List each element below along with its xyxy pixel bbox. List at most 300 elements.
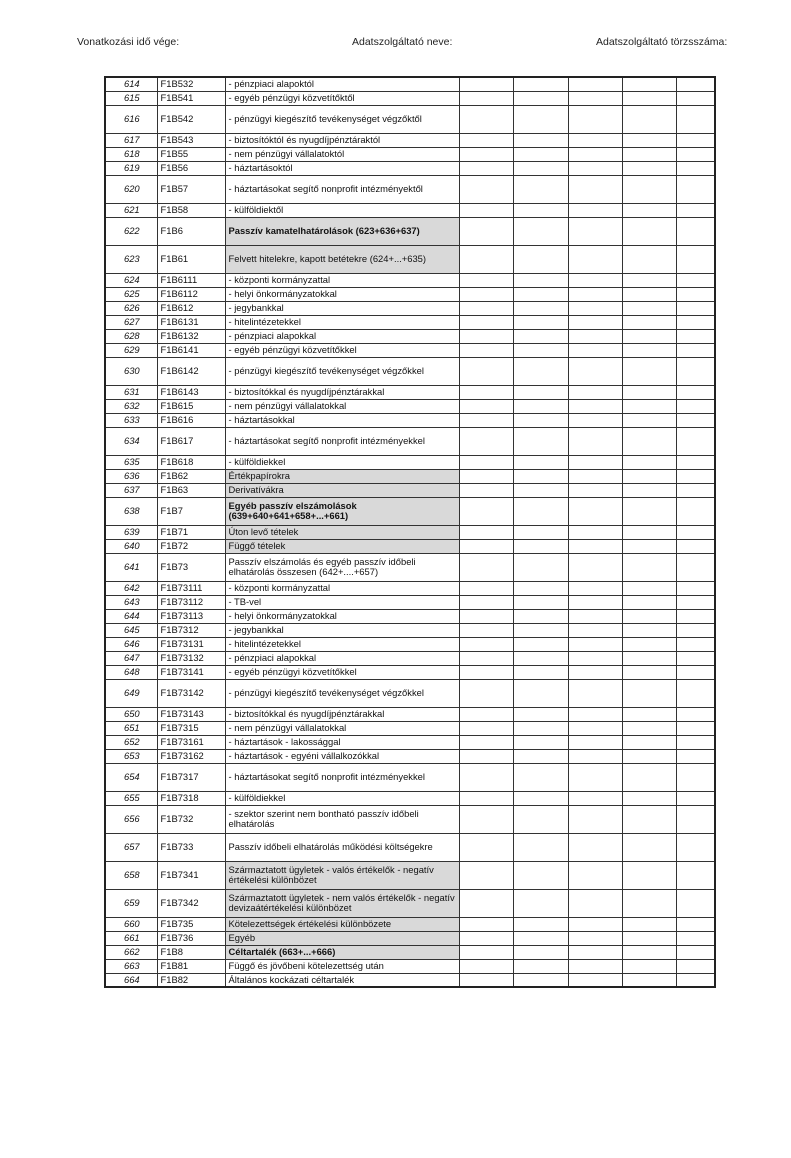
value-cell — [676, 413, 715, 427]
value-cell — [622, 651, 676, 665]
value-cell — [676, 749, 715, 763]
value-cell — [459, 861, 513, 889]
value-cell — [459, 427, 513, 455]
row-code-cell: F1B6143 — [157, 385, 225, 399]
row-code-cell: F1B543 — [157, 133, 225, 147]
value-cell — [622, 329, 676, 343]
value-cell — [676, 889, 715, 917]
row-number-cell: 652 — [105, 735, 157, 749]
value-cell — [622, 805, 676, 833]
value-cell — [676, 637, 715, 651]
row-number-cell: 622 — [105, 217, 157, 245]
value-cell — [622, 203, 676, 217]
value-cell — [622, 917, 676, 931]
value-cell — [459, 245, 513, 273]
value-cell — [568, 623, 622, 637]
value-cell — [676, 245, 715, 273]
value-cell — [459, 175, 513, 203]
value-cell — [568, 413, 622, 427]
table-row — [105, 651, 715, 665]
table-row — [105, 763, 715, 791]
row-code-cell: F1B72 — [157, 539, 225, 553]
value-cell — [568, 287, 622, 301]
row-number-cell: 640 — [105, 539, 157, 553]
row-code-cell: F1B612 — [157, 301, 225, 315]
value-cell — [568, 399, 622, 413]
row-number-cell: 624 — [105, 273, 157, 287]
row-description-cell: - hitelintézetekkel — [225, 315, 459, 329]
row-code-cell: F1B532 — [157, 77, 225, 91]
row-number-cell: 621 — [105, 203, 157, 217]
value-cell — [568, 945, 622, 959]
row-number-cell: 638 — [105, 497, 157, 525]
value-cell — [568, 833, 622, 861]
value-cell — [622, 301, 676, 315]
value-cell — [622, 427, 676, 455]
value-cell — [513, 343, 568, 357]
value-cell — [676, 217, 715, 245]
value-cell — [568, 497, 622, 525]
row-description-cell: - háztartások - egyéni vállalkozókkal — [225, 749, 459, 763]
value-cell — [513, 637, 568, 651]
row-number-cell: 633 — [105, 413, 157, 427]
value-cell — [676, 455, 715, 469]
value-cell — [513, 721, 568, 735]
value-cell — [459, 357, 513, 385]
table-row — [105, 973, 715, 987]
value-cell — [568, 245, 622, 273]
value-cell — [676, 917, 715, 931]
value-cell — [513, 91, 568, 105]
value-cell — [568, 609, 622, 623]
value-cell — [568, 595, 622, 609]
row-number-cell: 641 — [105, 553, 157, 581]
row-code-cell: F1B615 — [157, 399, 225, 413]
table-row — [105, 273, 715, 287]
row-number-cell: 642 — [105, 581, 157, 595]
row-code-cell: F1B73141 — [157, 665, 225, 679]
data-table — [104, 76, 716, 988]
row-description-cell: Értékpapírokra — [225, 469, 459, 483]
table-row — [105, 399, 715, 413]
table-row — [105, 735, 715, 749]
value-cell — [622, 245, 676, 273]
value-cell — [676, 959, 715, 973]
value-cell — [568, 105, 622, 133]
value-cell — [459, 581, 513, 595]
table-row — [105, 147, 715, 161]
value-cell — [622, 385, 676, 399]
row-description-cell: Általános kockázati céltartalék — [225, 973, 459, 987]
value-cell — [568, 665, 622, 679]
value-cell — [513, 707, 568, 721]
table-row — [105, 77, 715, 91]
table-row — [105, 91, 715, 105]
value-cell — [459, 315, 513, 329]
row-number-cell: 649 — [105, 679, 157, 707]
header-provider-id-label: Adatszolgáltató törzsszáma: — [596, 36, 728, 48]
value-cell — [622, 931, 676, 945]
value-cell — [459, 805, 513, 833]
value-cell — [622, 287, 676, 301]
value-cell — [622, 161, 676, 175]
value-cell — [459, 91, 513, 105]
row-description-cell: - nem pénzügyi vállalatokkal — [225, 721, 459, 735]
row-description-cell: Függő és jövőbeni kötelezettség után — [225, 959, 459, 973]
value-cell — [622, 147, 676, 161]
row-code-cell: F1B62 — [157, 469, 225, 483]
value-cell — [459, 105, 513, 133]
row-code-cell: F1B7317 — [157, 763, 225, 791]
row-code-cell: F1B55 — [157, 147, 225, 161]
row-description-cell: - pénzügyi kiegészítő tevékenységet végzőkkel — [225, 357, 459, 385]
row-number-cell: 615 — [105, 91, 157, 105]
value-cell — [568, 917, 622, 931]
value-cell — [513, 161, 568, 175]
row-number-cell: 651 — [105, 721, 157, 735]
row-code-cell: F1B7 — [157, 497, 225, 525]
value-cell — [513, 315, 568, 329]
value-cell — [622, 735, 676, 749]
value-cell — [568, 357, 622, 385]
table-row — [105, 721, 715, 735]
value-cell — [513, 147, 568, 161]
row-number-cell: 639 — [105, 525, 157, 539]
row-number-cell: 631 — [105, 385, 157, 399]
value-cell — [513, 581, 568, 595]
row-code-cell: F1B7318 — [157, 791, 225, 805]
table-row — [105, 637, 715, 651]
value-cell — [513, 945, 568, 959]
row-description-cell: - biztosítókkal és nyugdíjpénztárakkal — [225, 707, 459, 721]
row-number-cell: 616 — [105, 105, 157, 133]
table-row — [105, 329, 715, 343]
value-cell — [676, 77, 715, 91]
value-cell — [513, 273, 568, 287]
value-cell — [459, 609, 513, 623]
value-cell — [568, 427, 622, 455]
value-cell — [622, 273, 676, 287]
table-row — [105, 959, 715, 973]
row-description-cell: - külföldiektől — [225, 203, 459, 217]
value-cell — [622, 959, 676, 973]
row-description-cell: - pénzügyi kiegészítő tevékenységet végzőktől — [225, 105, 459, 133]
value-cell — [568, 273, 622, 287]
value-cell — [568, 931, 622, 945]
value-cell — [568, 707, 622, 721]
value-cell — [622, 91, 676, 105]
row-description-cell: - pénzpiaci alapokkal — [225, 329, 459, 343]
value-cell — [676, 161, 715, 175]
value-cell — [459, 217, 513, 245]
value-cell — [676, 385, 715, 399]
value-cell — [513, 651, 568, 665]
row-code-cell: F1B735 — [157, 917, 225, 931]
row-number-cell: 643 — [105, 595, 157, 609]
row-description-cell: - pénzpiaci alapoktól — [225, 77, 459, 91]
value-cell — [676, 273, 715, 287]
row-code-cell: F1B7312 — [157, 623, 225, 637]
value-cell — [568, 791, 622, 805]
value-cell — [676, 651, 715, 665]
row-description-cell: - egyéb pénzügyi közvetítőkkel — [225, 665, 459, 679]
row-code-cell: F1B6132 — [157, 329, 225, 343]
row-description-cell: - nem pénzügyi vállalatoktól — [225, 147, 459, 161]
row-description-cell: - háztartások - lakossággal — [225, 735, 459, 749]
row-number-cell: 648 — [105, 665, 157, 679]
value-cell — [459, 889, 513, 917]
table-row — [105, 623, 715, 637]
row-code-cell: F1B73161 — [157, 735, 225, 749]
value-cell — [513, 301, 568, 315]
value-cell — [568, 539, 622, 553]
value-cell — [568, 889, 622, 917]
value-cell — [513, 861, 568, 889]
value-cell — [459, 455, 513, 469]
row-description-cell: Kötelezettségek értékelési különbözete — [225, 917, 459, 931]
value-cell — [513, 595, 568, 609]
row-description-cell: Származtatott ügyletek - valós értékelők - negatív értékelési különbözet — [225, 861, 459, 889]
row-description-cell: Passzív kamatelhatárolások (623+636+637) — [225, 217, 459, 245]
row-description-cell: - egyéb pénzügyi közvetítőktől — [225, 91, 459, 105]
value-cell — [459, 679, 513, 707]
row-number-cell: 662 — [105, 945, 157, 959]
value-cell — [513, 497, 568, 525]
row-code-cell: F1B81 — [157, 959, 225, 973]
row-number-cell: 660 — [105, 917, 157, 931]
row-number-cell: 659 — [105, 889, 157, 917]
value-cell — [622, 455, 676, 469]
value-cell — [676, 553, 715, 581]
value-cell — [459, 539, 513, 553]
value-cell — [622, 861, 676, 889]
table-row — [105, 539, 715, 553]
value-cell — [513, 287, 568, 301]
row-code-cell: F1B733 — [157, 833, 225, 861]
row-number-cell: 655 — [105, 791, 157, 805]
value-cell — [568, 315, 622, 329]
value-cell — [459, 161, 513, 175]
value-cell — [459, 273, 513, 287]
value-cell — [622, 763, 676, 791]
row-description-cell: - helyi önkormányzatokkal — [225, 287, 459, 301]
value-cell — [676, 763, 715, 791]
value-cell — [622, 609, 676, 623]
value-cell — [676, 301, 715, 315]
value-cell — [513, 665, 568, 679]
value-cell — [676, 679, 715, 707]
value-cell — [568, 805, 622, 833]
value-cell — [459, 917, 513, 931]
row-description-cell: Passzív elszámolás és egyéb passzív időbeli elhatárolás összesen (642+....+657) — [225, 553, 459, 581]
value-cell — [568, 329, 622, 343]
value-cell — [676, 175, 715, 203]
value-cell — [568, 77, 622, 91]
value-cell — [568, 343, 622, 357]
value-cell — [676, 357, 715, 385]
value-cell — [568, 483, 622, 497]
table-row — [105, 175, 715, 203]
value-cell — [459, 287, 513, 301]
table-row — [105, 105, 715, 133]
value-cell — [513, 399, 568, 413]
value-cell — [568, 959, 622, 973]
row-number-cell: 657 — [105, 833, 157, 861]
value-cell — [676, 623, 715, 637]
value-cell — [622, 413, 676, 427]
value-cell — [676, 399, 715, 413]
value-cell — [459, 623, 513, 637]
value-cell — [568, 217, 622, 245]
value-cell — [568, 861, 622, 889]
value-cell — [459, 553, 513, 581]
row-code-cell: F1B6 — [157, 217, 225, 245]
value-cell — [568, 763, 622, 791]
value-cell — [513, 833, 568, 861]
table-row — [105, 483, 715, 497]
row-code-cell: F1B71 — [157, 525, 225, 539]
row-description-cell: - háztartásokat segítő nonprofit intézményekkel — [225, 763, 459, 791]
value-cell — [513, 539, 568, 553]
value-cell — [568, 203, 622, 217]
value-cell — [513, 469, 568, 483]
value-cell — [513, 553, 568, 581]
value-cell — [676, 665, 715, 679]
row-description-cell: - külföldiekkel — [225, 791, 459, 805]
value-cell — [459, 413, 513, 427]
value-cell — [622, 399, 676, 413]
value-cell — [459, 77, 513, 91]
row-number-cell: 630 — [105, 357, 157, 385]
row-code-cell: F1B73143 — [157, 707, 225, 721]
value-cell — [513, 749, 568, 763]
value-cell — [568, 385, 622, 399]
value-cell — [459, 343, 513, 357]
table-row — [105, 385, 715, 399]
header-period-end-label: Vonatkozási idő vége: — [77, 36, 180, 48]
row-number-cell: 617 — [105, 133, 157, 147]
row-description-cell: - biztosítókkal és nyugdíjpénztárakkal — [225, 385, 459, 399]
value-cell — [676, 133, 715, 147]
row-description-cell: Egyéb — [225, 931, 459, 945]
table-row — [105, 917, 715, 931]
value-cell — [676, 329, 715, 343]
row-description-cell: Derivatívákra — [225, 483, 459, 497]
table-row — [105, 805, 715, 833]
row-code-cell: F1B7341 — [157, 861, 225, 889]
row-number-cell: 658 — [105, 861, 157, 889]
row-code-cell: F1B73142 — [157, 679, 225, 707]
row-description-cell: - pénzügyi kiegészítő tevékenységet végzőkkel — [225, 679, 459, 707]
value-cell — [676, 707, 715, 721]
value-cell — [676, 595, 715, 609]
value-cell — [622, 539, 676, 553]
value-cell — [676, 469, 715, 483]
value-cell — [459, 973, 513, 987]
value-cell — [622, 357, 676, 385]
table-row — [105, 161, 715, 175]
row-number-cell: 628 — [105, 329, 157, 343]
row-description-cell: Egyéb passzív elszámolások (639+640+641+658+...+661) — [225, 497, 459, 525]
row-number-cell: 620 — [105, 175, 157, 203]
row-code-cell: F1B73131 — [157, 637, 225, 651]
row-description-cell: - központi kormányzattal — [225, 581, 459, 595]
header-provider-name-label: Adatszolgáltató neve: — [352, 36, 453, 48]
table-row — [105, 525, 715, 539]
value-cell — [459, 469, 513, 483]
value-cell — [513, 77, 568, 91]
row-number-cell: 664 — [105, 973, 157, 987]
value-cell — [622, 77, 676, 91]
value-cell — [513, 455, 568, 469]
row-description-cell: - háztartásoktól — [225, 161, 459, 175]
value-cell — [459, 931, 513, 945]
table-row — [105, 133, 715, 147]
row-code-cell: F1B616 — [157, 413, 225, 427]
value-cell — [513, 735, 568, 749]
value-cell — [513, 959, 568, 973]
value-cell — [568, 637, 622, 651]
row-number-cell: 627 — [105, 315, 157, 329]
row-description-cell: - központi kormányzattal — [225, 273, 459, 287]
value-cell — [459, 385, 513, 399]
value-cell — [459, 329, 513, 343]
row-number-cell: 663 — [105, 959, 157, 973]
value-cell — [676, 735, 715, 749]
row-description-cell: Úton levő tételek — [225, 525, 459, 539]
value-cell — [459, 651, 513, 665]
table-row — [105, 287, 715, 301]
table-row — [105, 315, 715, 329]
table-row — [105, 931, 715, 945]
row-code-cell: F1B73113 — [157, 609, 225, 623]
table-row — [105, 707, 715, 721]
value-cell — [676, 861, 715, 889]
value-cell — [459, 147, 513, 161]
row-code-cell: F1B541 — [157, 91, 225, 105]
value-cell — [513, 763, 568, 791]
row-code-cell: F1B617 — [157, 427, 225, 455]
table-row — [105, 595, 715, 609]
value-cell — [459, 525, 513, 539]
row-description-cell: Származtatott ügyletek - nem valós értékelők - negatív devizaátértékelési különbözet — [225, 889, 459, 917]
value-cell — [459, 707, 513, 721]
value-cell — [513, 679, 568, 707]
row-description-cell: - nem pénzügyi vállalatokkal — [225, 399, 459, 413]
value-cell — [513, 203, 568, 217]
value-cell — [622, 749, 676, 763]
value-cell — [622, 791, 676, 805]
value-cell — [459, 749, 513, 763]
table-row — [105, 945, 715, 959]
row-number-cell: 637 — [105, 483, 157, 497]
row-number-cell: 618 — [105, 147, 157, 161]
table-row — [105, 217, 715, 245]
row-code-cell: F1B542 — [157, 105, 225, 133]
table-row — [105, 245, 715, 273]
row-description-cell: Passzív időbeli elhatárolás működési költségekre — [225, 833, 459, 861]
row-code-cell: F1B73 — [157, 553, 225, 581]
value-cell — [568, 175, 622, 203]
row-code-cell: F1B732 — [157, 805, 225, 833]
value-cell — [568, 161, 622, 175]
value-cell — [513, 917, 568, 931]
value-cell — [676, 315, 715, 329]
value-cell — [622, 721, 676, 735]
value-cell — [568, 301, 622, 315]
table-row — [105, 581, 715, 595]
table-row — [105, 609, 715, 623]
